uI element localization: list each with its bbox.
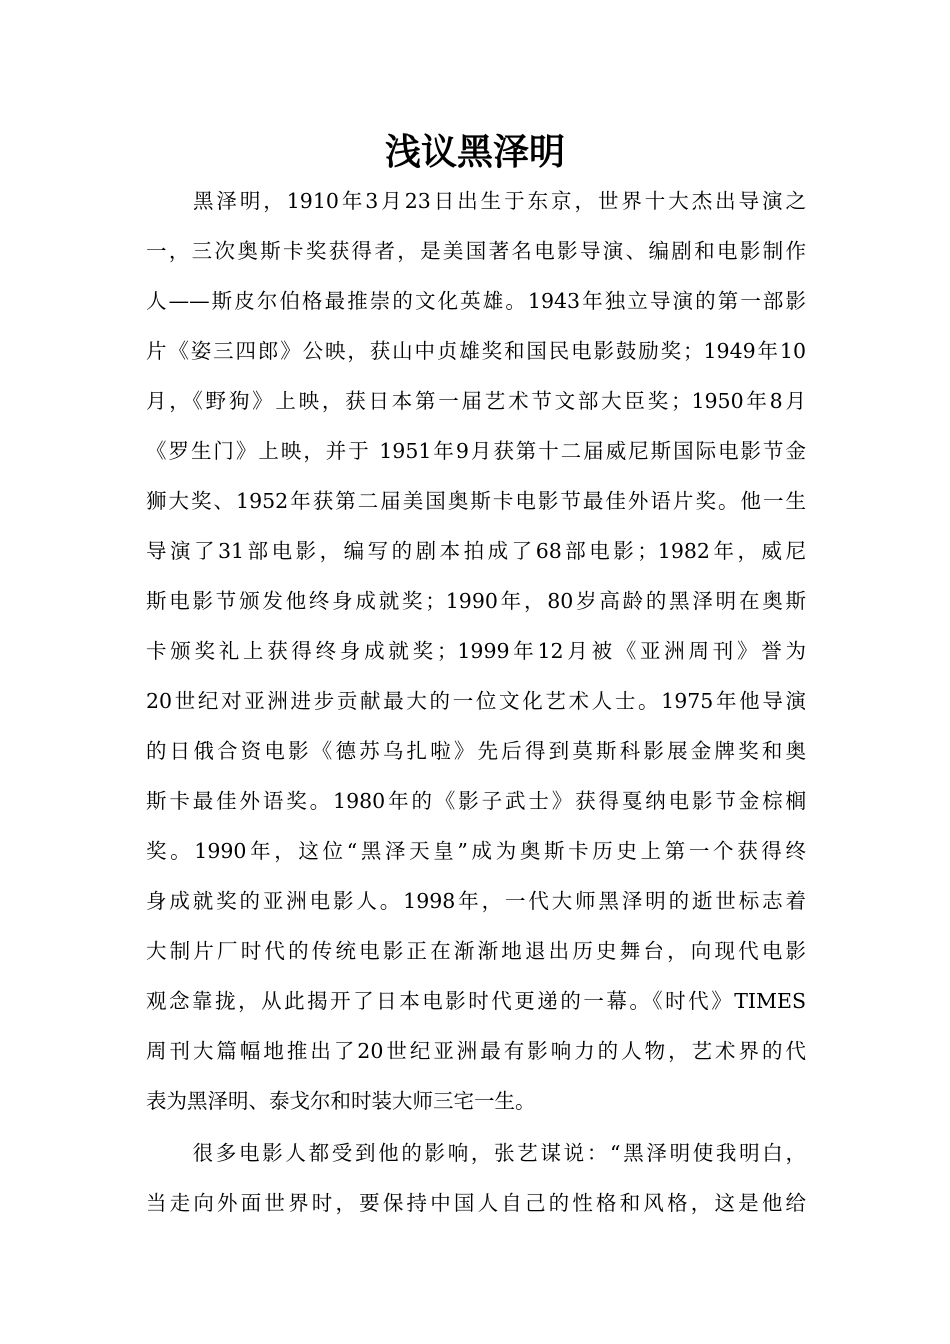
text-line: 卡颁奖礼上获得终身成就奖；1999年12月被《亚洲周刊》誉为 — [146, 639, 806, 663]
text-line: 狮大奖、1952年获第二届美国奥斯卡电影节最佳外语片奖。他一生 — [146, 489, 806, 513]
text-line: 斯电影节颁发他终身成就奖；1990年，80岁高龄的黑泽明在奥斯 — [146, 589, 806, 613]
text-line: 周刊大篇幅地推出了20世纪亚洲最有影响力的人物，艺术界的代 — [146, 1039, 806, 1063]
text-line: 表为黑泽明、泰戈尔和时装大师三宅一生。 — [146, 1089, 536, 1113]
text-line: 片《姿三四郎》公映，获山中贞雄奖和国民电影鼓励奖；1949年10 — [146, 339, 806, 363]
text-line: 《罗生门》上映，并于 1951年9月获第十二届威尼斯国际电影节金 — [146, 439, 806, 463]
text-line: 的日俄合资电影《德苏乌扎啦》先后得到莫斯科影展金牌奖和奥 — [146, 739, 806, 763]
text-line: 观念靠拢，从此揭开了日本电影时代更递的一幕。《时代》TIMES — [146, 989, 806, 1013]
text-line: 人——斯皮尔伯格最推崇的文化英雄。1943年独立导演的第一部影 — [146, 289, 806, 313]
text-line: 奖。1990年，这位“黑泽天皇”成为奥斯卡历史上第一个获得终 — [146, 839, 806, 863]
text-line-content: 黑泽明，1910年3月23日出生于东京，世界十大杰出导演之 — [190, 189, 806, 213]
text-line: 大制片厂时代的传统电影正在渐渐地退出历史舞台，向现代电影 — [146, 939, 806, 963]
text-line: 20世纪对亚洲进步贡献最大的一位文化艺术人士。1975年他导演 — [146, 689, 806, 713]
paragraph-2 — [146, 1128, 806, 1228]
text-line — [146, 1128, 806, 1178]
text-line: 月，《野狗》上映，获日本第一届艺术节文部大臣奖；1950年8月 — [146, 389, 806, 413]
text-line: 身成就奖的亚洲电影人。1998年，一代大师黑泽明的逝世标志着 — [146, 889, 806, 913]
text-line: 导演了31部电影，编写的剧本拍成了68部电影；1982年，威尼 — [146, 539, 806, 563]
text-line-content: 很多电影人都受到他的影响，张艺谋说：“黑泽明使我明白， — [190, 1141, 806, 1165]
document-title: 浅议黑泽明 — [384, 131, 565, 173]
text-line: 一，三次奥斯卡奖获得者，是美国著名电影导演、编剧和电影制作 — [146, 239, 806, 263]
text-line: 当走向外面世界时，要保持中国人自己的性格和风格，这是他给 — [146, 1191, 806, 1215]
text-line: 斯卡最佳外语奖。1980年的《影子武士》获得戛纳电影节金棕榈 — [146, 789, 806, 813]
text-line — [146, 176, 806, 226]
paragraph-1 — [146, 176, 806, 1126]
